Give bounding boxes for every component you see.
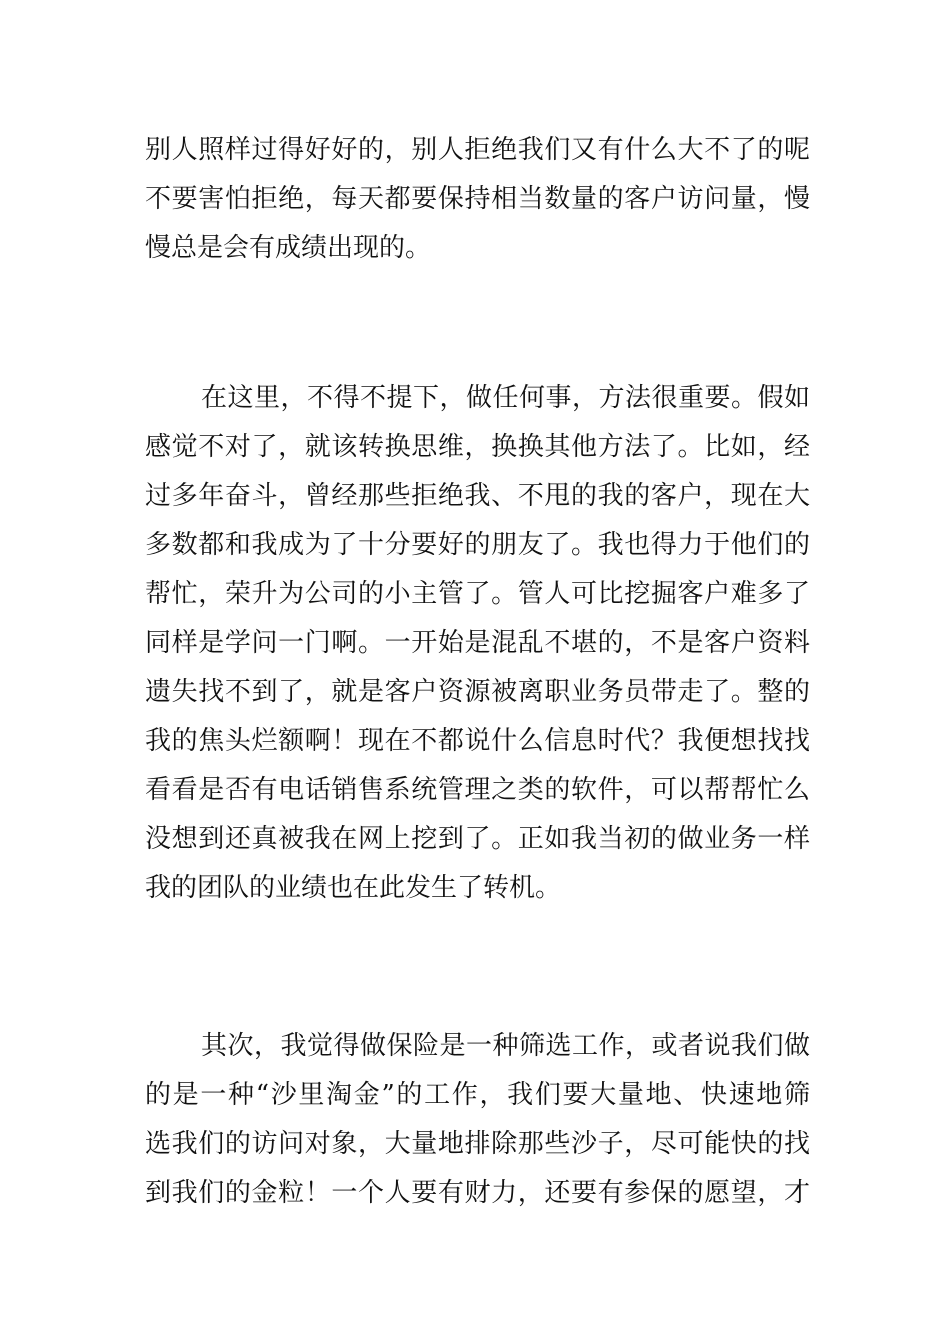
paragraph-2-line-8: 我的焦头烂额啊！现在不都说什么信息时代？我便想找找 xyxy=(145,726,810,756)
paragraph-2-line-10: 没想到还真被我在网上挖到了。正如我当初的做业务一样 xyxy=(145,824,810,854)
paragraph-3-line-4: 到我们的金粒！一个人要有财力，还要有参保的愿望，才 xyxy=(145,1178,810,1208)
paragraph-3-line-1: 其次，我觉得做保险是一种筛选工作，或者说我们做 xyxy=(201,1031,810,1061)
paragraph-1-line-1: 别人照样过得好好的，别人拒绝我们又有什么大不了的呢 xyxy=(145,135,810,165)
paragraph-2-line-1: 在这里，不得不提下，做任何事，方法很重要。假如 xyxy=(201,383,810,413)
paragraph-2-line-3: 过多年奋斗，曾经那些拒绝我、不甩的我的客户，现在大 xyxy=(145,481,810,511)
paragraph-1-line-3: 慢总是会有成绩出现的。 xyxy=(145,233,432,263)
paragraph-3-line-3: 选我们的访问对象，大量地排除那些沙子，尽可能快的找 xyxy=(145,1129,810,1159)
paragraph-2-line-11: 我的团队的业绩也在此发生了转机。 xyxy=(145,873,562,903)
paragraph-2-line-7: 遗失找不到了，就是客户资源被离职业务员带走了。整的 xyxy=(145,677,810,707)
paragraph-2-line-9: 看看是否有电话销售系统管理之类的软件，可以帮帮忙么 xyxy=(145,775,810,805)
paragraph-2-line-6: 同样是学问一门啊。一开始是混乱不堪的，不是客户资料 xyxy=(145,628,810,658)
paragraph-2-line-5: 帮忙，荣升为公司的小主管了。管人可比挖掘客户难多了 xyxy=(145,579,810,609)
paragraph-1-line-2: 不要害怕拒绝，每天都要保持相当数量的客户访问量，慢 xyxy=(145,184,810,214)
paragraph-3-line-2: 的是一种“沙里淘金”的工作，我们要大量地、快速地筛 xyxy=(145,1080,810,1110)
paragraph-2-line-2: 感觉不对了，就该转换思维，换换其他方法了。比如，经 xyxy=(145,432,810,462)
paragraph-2-line-4: 多数都和我成为了十分要好的朋友了。我也得力于他们的 xyxy=(145,530,810,560)
